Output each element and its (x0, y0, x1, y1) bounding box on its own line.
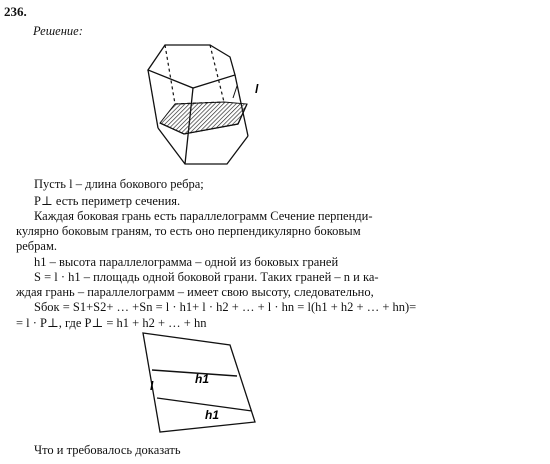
solution-heading: Решение: (33, 24, 83, 38)
parallelogram-edge-label: l (150, 379, 154, 393)
text-line-4: кулярно боковым граням, то есть оно перпендикулярно боковым (16, 224, 361, 238)
text-line-9: Sбок = S1+S2+ … +Sn = l · h1+ l · h2 + … + l · hn = l(h1 + h2 + … + hn)= (34, 300, 417, 314)
text-line-8: ждая грань – параллелограмм – имеет свою высоту, следовательно, (16, 285, 374, 299)
height-label-bottom: h1 (205, 408, 220, 422)
text-line-3: Каждая боковая грань есть параллелограмм Сечение перпенди- (34, 209, 373, 223)
prism-edge-label: l (255, 82, 259, 96)
text-line-6: h1 – высота параллелограмма – одной из боковых граней (34, 255, 339, 269)
conclusion: Что и требовалось доказать (34, 443, 181, 457)
text-line-1: Пусть l – длина бокового ребра; (34, 177, 204, 191)
text-line-5: ребрам. (16, 239, 57, 253)
text-line-10: = l · P⊥, где P⊥ = h1 + h2 + … + hn (16, 316, 207, 330)
text-line-7: S = l · h1 – площадь одной боковой грани. Таких граней – n и ка- (34, 270, 379, 284)
problem-number: 236. (4, 4, 27, 19)
height-label-top: h1 (195, 372, 210, 386)
text-line-2: P⊥ есть периметр сечения. (34, 194, 181, 208)
